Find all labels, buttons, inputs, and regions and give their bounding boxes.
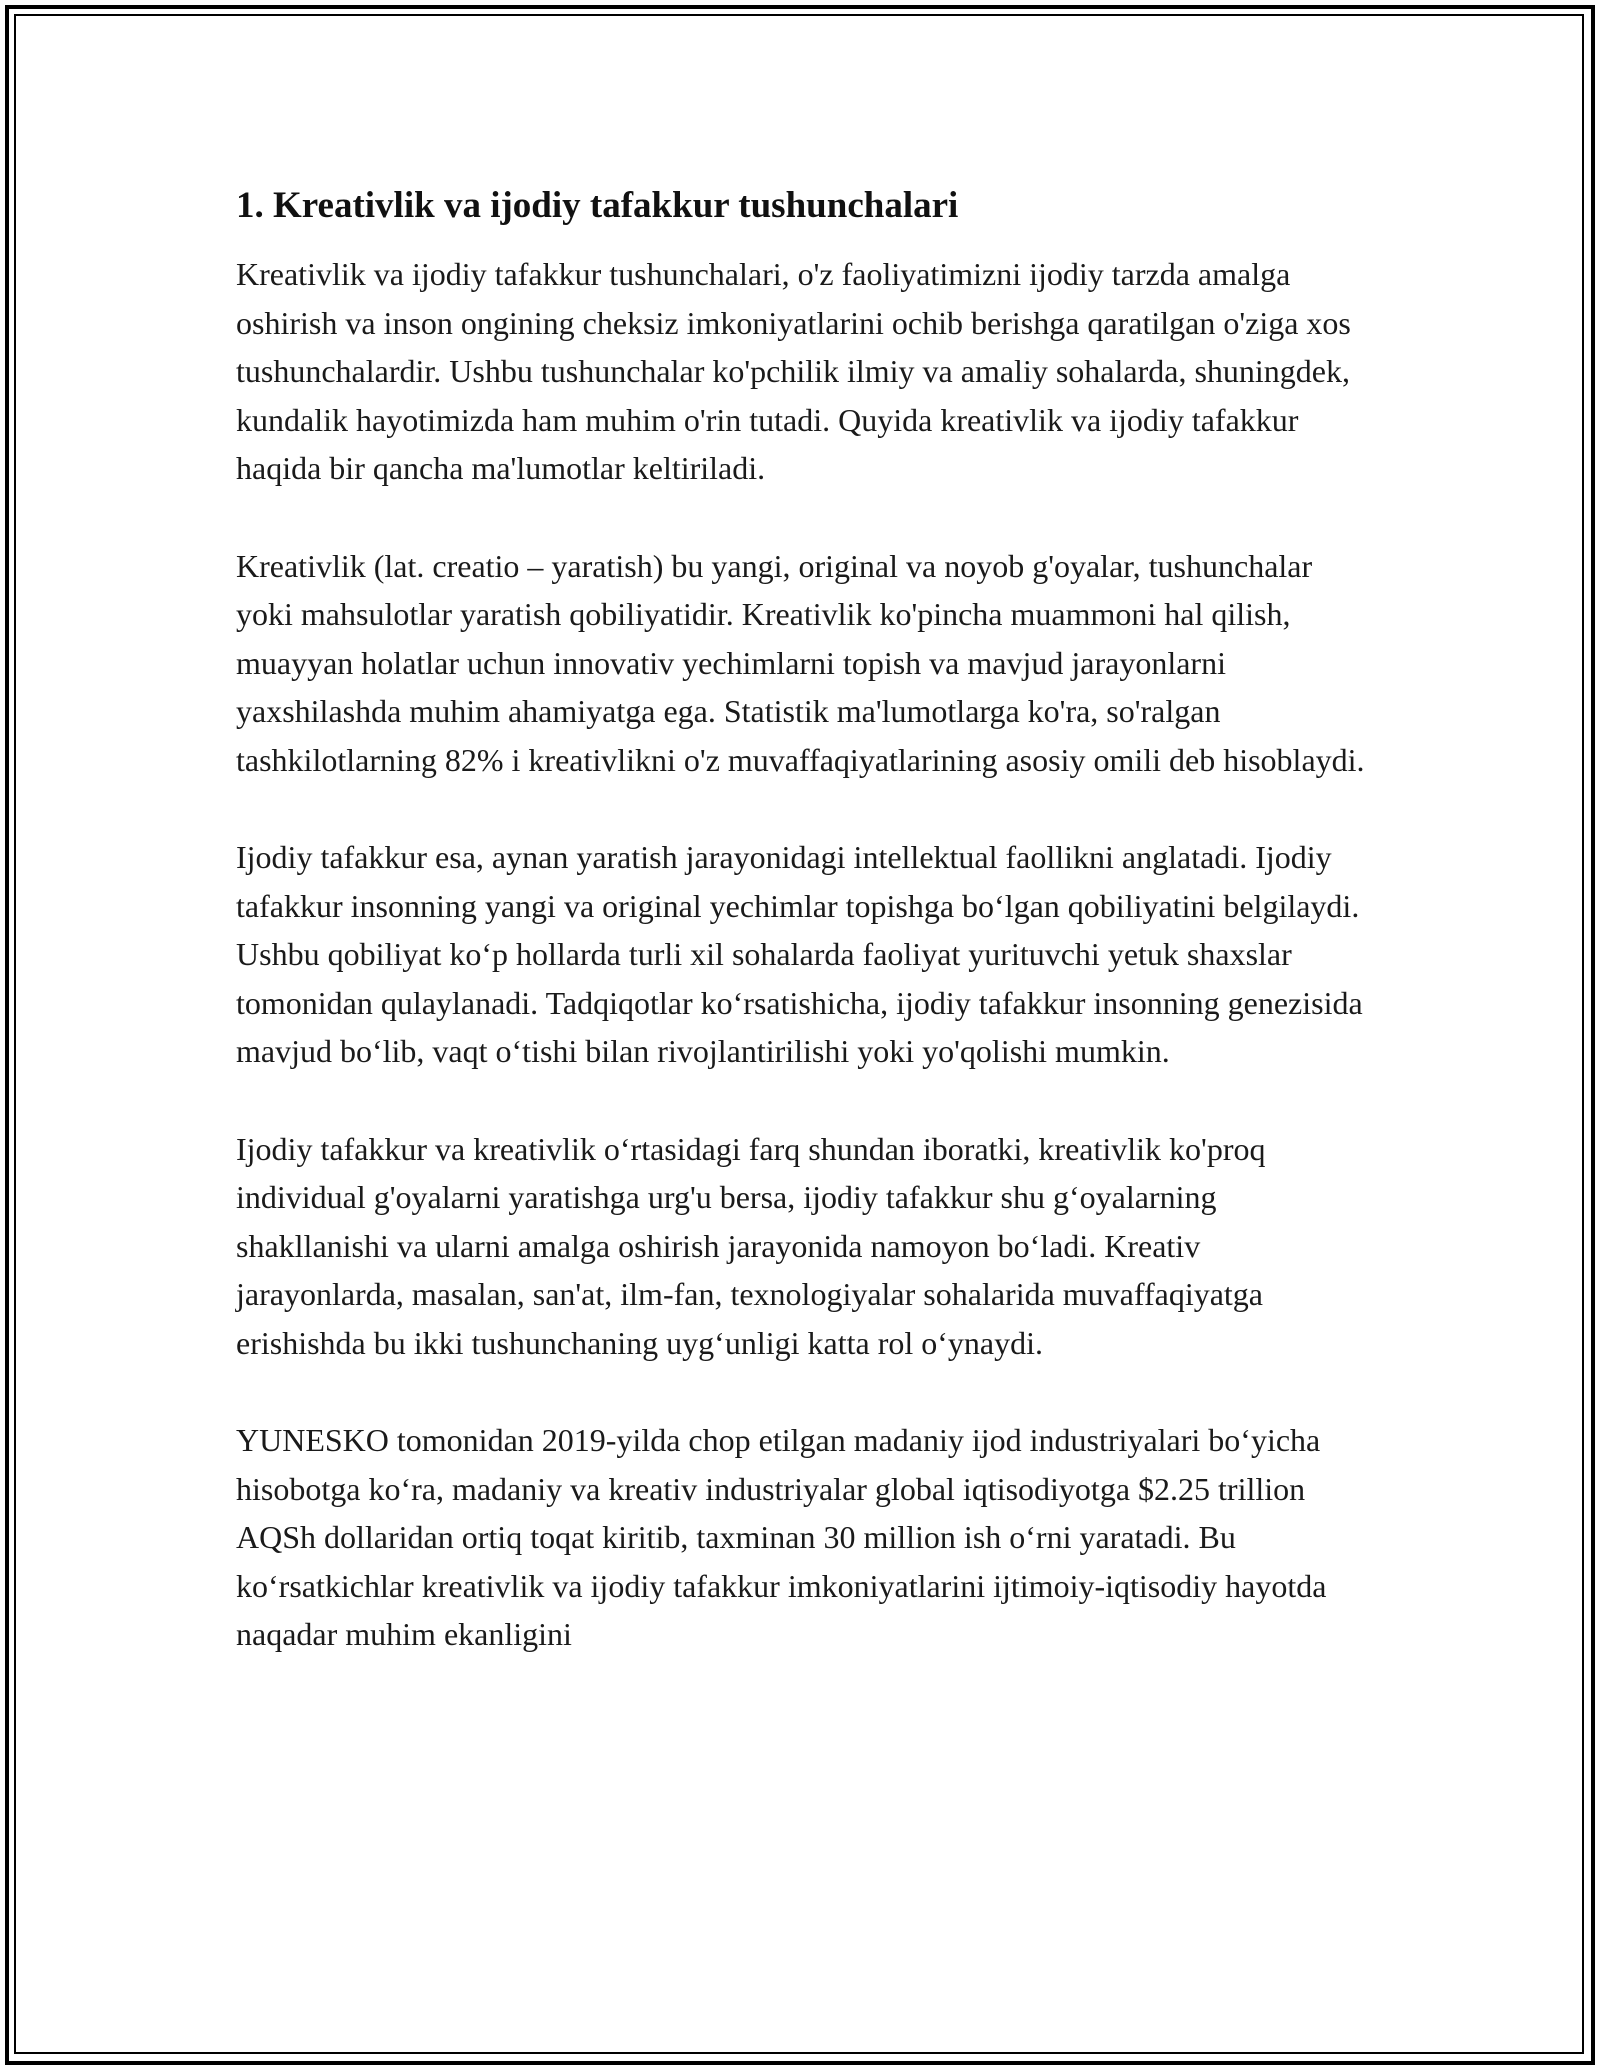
paragraph-yunesko: YUNESKO tomonidan 2019-yilda chop etilgan madaniy ijod industriyalari bo‘yicha hisobotga ko‘ra, madaniy va kreativ industriyalar global iqtisodiyotga $2.25 trillion AQSh dollaridan ortiq toqat kiritib, taxminan 30 million ish o‘rni yaratadi. Bu ko‘rsatkichlar kreativlik va ijodiy tafakkur imkoniyatlarini ijtimoiy-iqtisodiy hayotda naqadar muhim ekanligini xyxy=(236,1422,1327,1652)
paragraph-intro: Kreativlik va ijodiy tafakkur tushunchalari, o'z faoliyatimizni ijodiy tarzda amalga oshirish va inson ongining cheksiz imkoniyatlarini ochib berishga qaratilgan o'ziga xos tushunchalardir. Ushbu tushunchalar ko'pchilik ilmiy va amaliy sohalarda, shuningdek, kundalik hayotimizda ham muhim o'rin tutadi. Quyida kreativlik va ijodiy tafakkur haqida bir qancha ma'lumotlar keltiriladi. xyxy=(236,256,1351,486)
paragraph-farq: Ijodiy tafakkur va kreativlik o‘rtasidagi farq shundan iboratki, kreativlik ko'proq individual g'oyalarni yaratishga urg'u bersa, ijodiy tafakkur shu g‘oyalarning shakllanishi va ularni amalga oshirish jarayonida namoyon bo‘ladi. Kreativ jarayonlarda, masalan, san'at, ilm-fan, texnologiyalar sohalarida muvaffaqiyatga erishishda bu ikki tushunchaning uyg‘unligi katta rol o‘ynaydi. xyxy=(236,1130,1266,1361)
document-body xyxy=(236,182,1366,1708)
paragraph-ijodiy-tafakkur: Ijodiy tafakkur esa, aynan yaratish jarayonidagi intellektual faollikni anglatadi. Ijodiy tafakkur insonning yangi va original yechimlar topishga bo‘lgan qobiliyatini belgilaydi. Ushbu qobiliyat ko‘p hollarda turli xil sohalarda faoliyat yurituvchi yetuk shaxslar tomonidan qulaylanadi. Tadqiqotlar ko‘rsatishicha, ijodiy tafakkur insonning genezisida mavjud bo‘lib, vaqt o‘tishi bilan rivojlantirilishi yoki yo'qolishi mumkin. xyxy=(236,839,1363,1069)
paragraph-kreativlik: Kreativlik (lat. creatio – yaratish) bu yangi, original va noyob g'oyalar, tushunchalar yoki mahsulotlar yaratish qobiliyatidir. Kreativlik ko'pincha muammoni hal qilish, muayyan holatlar uchun innovativ yechimlarni topish va mavjud jarayonlarni yaxshilashda muhim ahamiyatga ega. Statistik ma'lumotlarga ko'ra, so'ralgan tashkilotlarning 82% i kreativlikni o'z muvaffaqiyatlarining asosiy omili deb hisoblaydi. xyxy=(236,547,1365,778)
section-heading: 1. Kreativlik va ijodiy tafakkur tushunchalari xyxy=(236,185,959,226)
